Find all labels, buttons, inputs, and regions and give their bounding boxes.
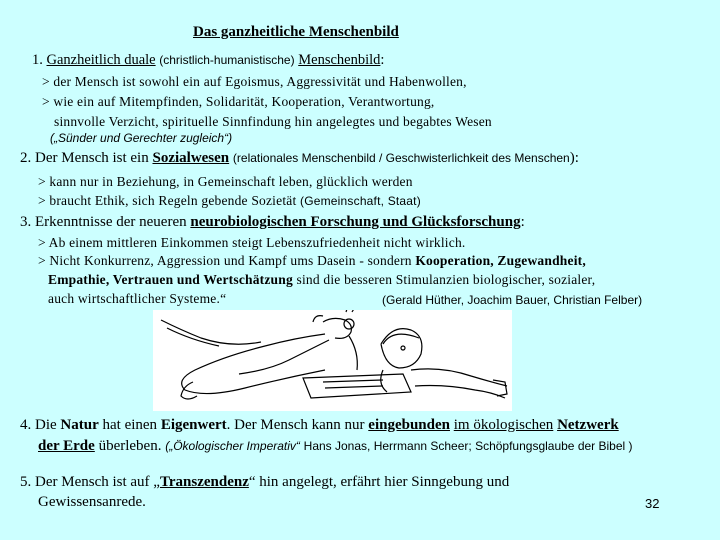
section-4-line-2 <box>38 438 633 455</box>
section-1-heading <box>32 52 384 69</box>
section-3-line-3 <box>48 272 595 288</box>
section-2-line-2-note: (Gemeinschaft, Staat) <box>300 194 421 208</box>
section-4-text-e: . Der Mensch kann nur <box>226 417 365 433</box>
section-1-number: 1. <box>32 52 43 68</box>
section-4-term-nature: Natur <box>60 417 99 433</box>
illustration-two-people-on-floor <box>153 310 512 411</box>
section-2-line-2 <box>38 193 421 209</box>
section-4-text-g: im ökologischen <box>453 417 554 433</box>
section-2-note: (relationales Menschenbild / Geschwisterlichkeit des Menschen <box>232 151 570 165</box>
section-4-number: 4. <box>20 417 32 433</box>
section-3-line-2-bold: Kooperation, Zugewandheit, <box>415 253 586 268</box>
section-1-quote: („Sünder und Gerechter zugleich“) <box>50 131 233 145</box>
section-4-term-eingebunden: eingebunden <box>368 417 450 433</box>
section-1-line-2: > wie ein auf Mitempfinden, Solidarität, Kooperation, Verantwortung, <box>42 94 435 109</box>
section-2-number: 2. <box>20 150 32 166</box>
section-4-imperativ: („Ökologischer Imperativ“ <box>165 439 300 453</box>
section-3-line-4: auch wirtschaftlicher Systeme.“ <box>48 291 227 306</box>
section-3-line-2-text: > Nicht Konkurrenz, Aggression und Kampf ums Dasein - sondern <box>38 253 412 268</box>
page-number: 32 <box>645 496 660 511</box>
section-3-term: neurobiologischen Forschung und Glücksforschung <box>190 214 521 230</box>
section-2-text: Der Mensch ist ein <box>35 150 149 166</box>
section-4-term-erde: der Erde <box>38 438 95 454</box>
section-3-line-2 <box>38 253 586 269</box>
section-5-text-a: Der Mensch ist auf „ <box>35 474 160 490</box>
section-3-text: Erkenntnisse der neueren <box>35 214 187 230</box>
section-4-term-netzwerk: Netzwerk <box>557 417 619 433</box>
section-4-authors: Hans Jonas, Herrmann Scheer; Schöpfungsglaube der Bibel ) <box>303 439 633 453</box>
section-1-line-3: sinnvolle Verzicht, spirituelle Sinnfindung hin angelegtes und begabtes Wesen <box>54 114 492 129</box>
section-4-text-a: Die <box>35 417 57 433</box>
section-5-number: 5. <box>20 474 32 490</box>
section-3-colon: : <box>520 214 525 230</box>
section-1-term-2: Menschenbild <box>298 52 381 68</box>
section-4-text-c: hat einen <box>102 417 158 433</box>
section-3-line-3-bold: Empathie, Vertrauen und Wertschätzung <box>48 272 293 287</box>
section-4-text-j: überleben. <box>98 438 162 454</box>
section-1-note: (christlich-humanistische) <box>159 53 295 67</box>
section-4-term-eigenwert: Eigenwert <box>160 417 227 433</box>
section-3-line-1: > Ab einem mittleren Einkommen steigt Lebenszufriedenheit nicht wirklich. <box>38 235 466 250</box>
section-1-line-1: > der Mensch ist sowohl ein auf Egoismus, Aggressivität und Habenwollen, <box>42 74 467 89</box>
section-2-term: Sozialwesen <box>152 150 230 166</box>
section-3-heading <box>20 214 525 231</box>
section-5-text-c: “ hin angelegt, erfährt hier Sinngebung und <box>248 474 510 490</box>
section-3-authors: (Gerald Hüther, Joachim Bauer, Christian Felber) <box>382 293 643 307</box>
section-4-line-1 <box>20 417 619 434</box>
section-2-line-1: > kann nur in Beziehung, in Gemeinschaft leben, glücklich werden <box>38 174 413 189</box>
section-2-close: ): <box>569 150 579 166</box>
people-sketch-icon <box>153 310 512 411</box>
section-1-term: Ganzheitlich duale <box>46 52 156 68</box>
section-2-heading <box>20 150 579 167</box>
section-1-colon: : <box>380 52 385 68</box>
section-2-line-2-text: > braucht Ethik, sich Regeln gebende Sozietät <box>38 193 297 208</box>
section-5-line-1 <box>20 474 509 491</box>
section-3-number: 3. <box>20 214 32 230</box>
page-title: Das ganzheitliche Menschenbild <box>193 24 399 40</box>
section-5-term: Transzendenz <box>159 474 249 490</box>
section-5-line-2: Gewissensanrede. <box>38 494 146 510</box>
section-3-line-3-text: sind die besseren Stimulanzien biologischer, sozialer, <box>296 272 596 287</box>
